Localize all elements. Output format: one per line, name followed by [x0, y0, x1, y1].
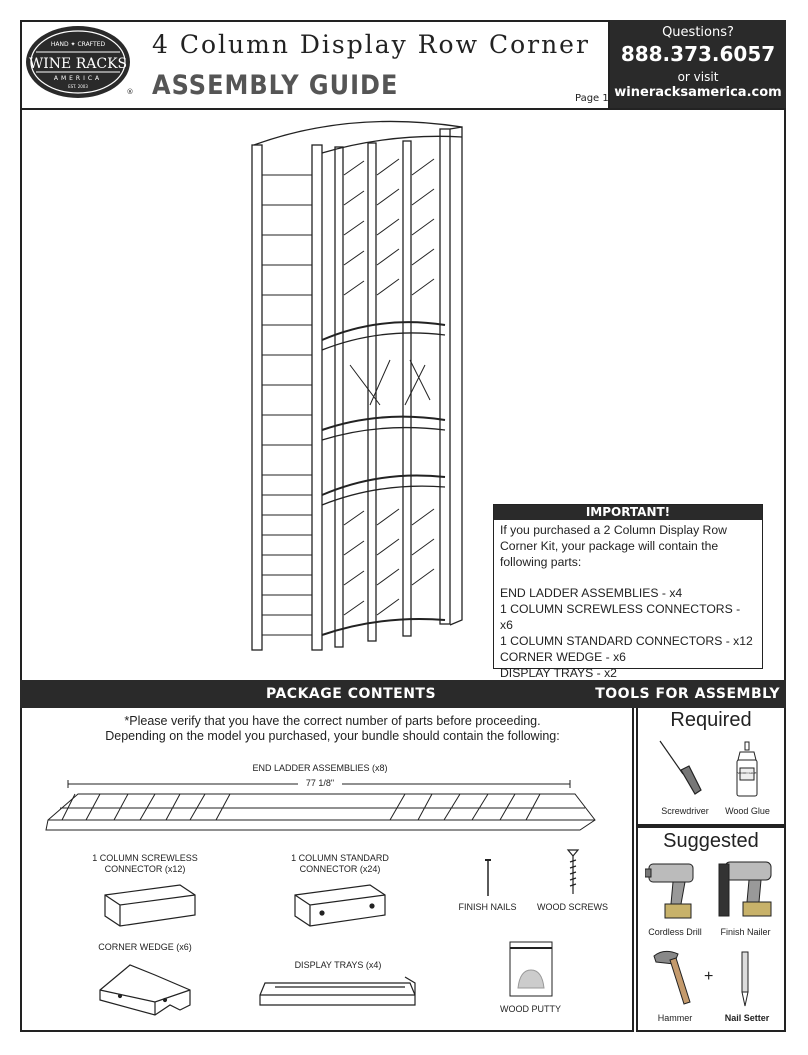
- logo-main-text: WINE RACKS: [28, 56, 128, 72]
- standard-label-1: 1 COLUMN STANDARD: [291, 853, 389, 863]
- finish-nail-icon: [483, 858, 493, 898]
- ladder-dimension: 77 1/8": [300, 778, 340, 788]
- section-bar: [20, 680, 786, 708]
- screwless-label-2: CONNECTOR (x12): [104, 864, 186, 874]
- suggested-heading: Suggested: [663, 830, 759, 852]
- finish-nails-label: FINISH NAILS: [458, 902, 517, 912]
- screwdriver-icon: [655, 738, 705, 798]
- important-heading: IMPORTANT!: [494, 505, 762, 520]
- screwless-label-1: 1 COLUMN SCREWLESS: [92, 853, 198, 863]
- hammer-icon: [650, 946, 700, 1006]
- package-contents-heading: PACKAGE CONTENTS: [266, 686, 437, 702]
- contact-box: [610, 20, 786, 108]
- package-note-line-2: Depending on the model you purchased, your bundle should contain the following:: [105, 729, 560, 743]
- nail-setter-label: Nail Setter: [724, 1013, 770, 1023]
- nail-setter-icon: [738, 950, 752, 1008]
- package-note-line-1: *Please verify that you have the correct number of parts before proceeding.: [124, 714, 541, 728]
- rack-illustration: [240, 115, 470, 665]
- standard-label-2: CONNECTOR (x24): [299, 864, 381, 874]
- important-item: DISPLAY TRAYS - x2: [500, 666, 617, 680]
- glue-bottle-label: WOOD GLUE: [737, 771, 757, 775]
- important-item: 1 COLUMN SCREWLESS CONNECTORS - x6: [500, 602, 741, 632]
- ladder-illustration: [40, 780, 600, 835]
- screwdriver-label: Screwdriver: [661, 806, 709, 816]
- logo-est-text: EST. 2003: [68, 84, 88, 89]
- contact-or-visit: or visit: [677, 70, 719, 84]
- ladder-label: END LADDER ASSEMBLIES (x8): [252, 763, 388, 773]
- page-subtitle: ASSEMBLY GUIDE: [152, 70, 399, 101]
- tools-heading: TOOLS FOR ASSEMBLY: [595, 686, 780, 702]
- screwless-connector-illustration: [100, 880, 200, 930]
- wood-glue-label: Wood Glue: [725, 806, 770, 816]
- display-tray-illustration: [255, 975, 420, 1010]
- hammer-label: Hammer: [657, 1013, 693, 1023]
- required-heading: Required: [670, 709, 752, 731]
- wood-screw-icon: [566, 848, 580, 898]
- important-item: END LADDER ASSEMBLIES - x4: [500, 586, 683, 600]
- finish-nailer-icon: [715, 860, 777, 920]
- contact-phone[interactable]: 888.373.6057: [620, 42, 776, 66]
- important-intro: If you purchased a 2 Column Display Row Corner Kit, your package will contain the following parts:: [500, 523, 727, 569]
- wood-putty-icon: [508, 940, 554, 998]
- display-trays-label: DISPLAY TRAYS (x4): [294, 960, 382, 970]
- wood-screws-label: WOOD SCREWS: [537, 902, 608, 912]
- wood-glue-icon: [732, 740, 762, 798]
- important-item: CORNER WEDGE - x6: [500, 650, 626, 664]
- finish-nailer-label: Finish Nailer: [720, 927, 771, 937]
- logo-registered-mark: ®: [126, 88, 134, 96]
- important-notice: [493, 504, 763, 680]
- contact-website-link[interactable]: wineracksamerica.com: [614, 85, 782, 100]
- logo-sub-text: AMERICA: [53, 75, 103, 82]
- page-number: Page 1: [575, 93, 609, 104]
- plus-sign: +: [704, 968, 714, 985]
- corner-wedge-illustration: [95, 960, 200, 1020]
- wine-racks-america-logo: [24, 24, 136, 102]
- corner-wedge-label: CORNER WEDGE (x6): [98, 942, 192, 952]
- standard-connector-illustration: [290, 880, 390, 930]
- logo-top-text: HAND ✦ CRAFTED: [50, 41, 106, 48]
- wood-putty-label: WOOD PUTTY: [500, 1004, 561, 1014]
- important-item: 1 COLUMN STANDARD CONNECTORS - x12: [500, 634, 753, 648]
- cordless-drill-icon: [645, 860, 705, 920]
- page-title: 4 Column Display Row Corner: [152, 30, 590, 59]
- contact-questions: Questions?: [662, 25, 734, 40]
- cordless-drill-label: Cordless Drill: [648, 927, 702, 937]
